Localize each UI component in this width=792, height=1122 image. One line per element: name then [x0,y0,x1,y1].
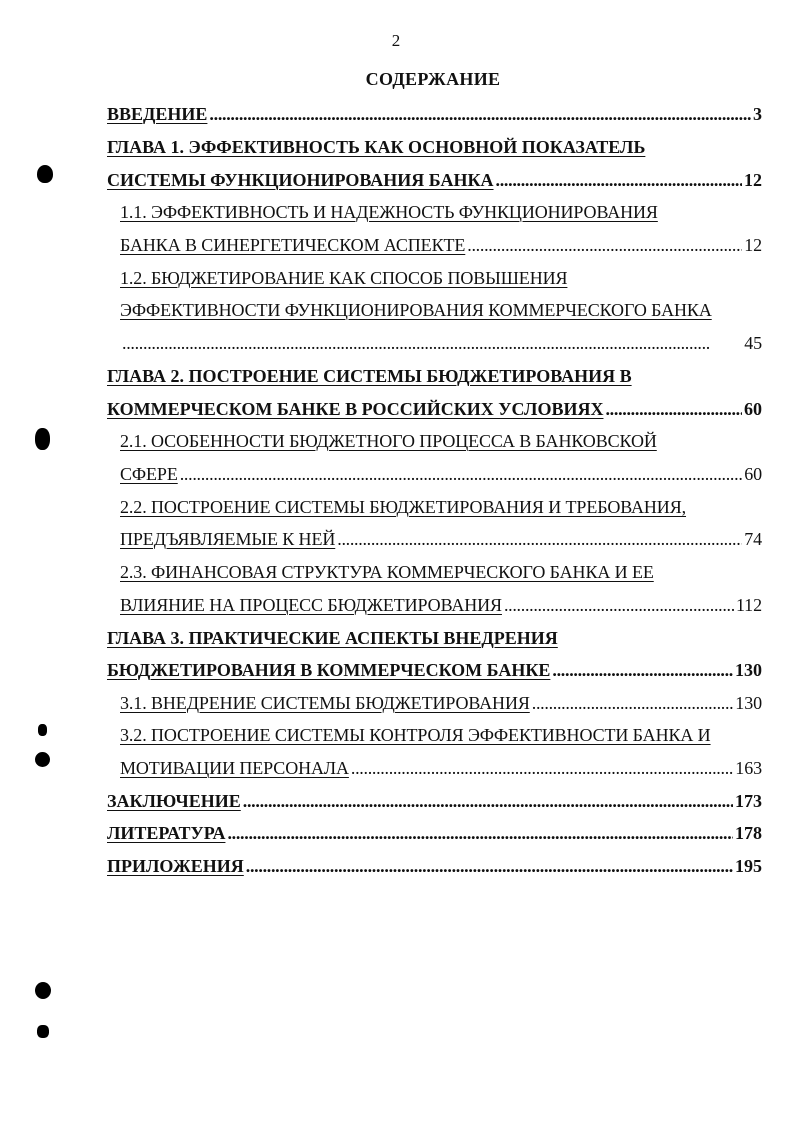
toc-page-number: 60 [744,399,762,419]
toc-entry-label: ЛИТЕРАТУРА [107,823,226,843]
dot-leader [351,758,733,779]
toc-entry-section-2-2-line-2[interactable] [120,526,762,550]
toc-entry-label: 3.2. ПОСТРОЕНИЕ СИСТЕМЫ КОНТРОЛЯ ЭФФЕКТИВНОСТИ БАНКА И [120,725,711,745]
toc-page-number: 195 [735,856,762,876]
dot-leader [504,595,734,616]
dot-leader [467,235,742,256]
hole-punch-mark [37,165,53,183]
toc-page-number: 60 [744,464,762,484]
toc-entry-label: ПРЕДЪЯВЛЯЕМЫЕ К НЕЙ [120,529,336,549]
toc-page-number: 130 [735,660,762,680]
page-number: 2 [391,31,401,50]
dot-leader [246,856,733,877]
toc-entry-section-2-3-line-1[interactable] [120,559,762,583]
toc-page-number: 12 [744,235,762,255]
hole-punch-mark [37,1025,49,1038]
toc-entry-label: ВВЕДЕНИЕ [107,104,208,124]
toc-page-number: 45 [744,333,762,353]
toc-entry-label: ГЛАВА 1. ЭФФЕКТИВНОСТЬ КАК ОСНОВНОЙ ПОКАЗАТЕЛЬ [107,137,646,157]
toc-entry-section-2-3-line-2[interactable] [120,592,762,616]
toc-entry-label: ВЛИЯНИЕ НА ПРОЦЕСС БЮДЖЕТИРОВАНИЯ [120,595,502,615]
toc-entry-label: КОММЕРЧЕСКОМ БАНКЕ В РОССИЙСКИХ УСЛОВИЯХ [107,399,604,419]
page-title: СОДЕРЖАНИЕ [365,69,501,89]
toc-page-number: 173 [735,791,762,811]
dot-leader [552,660,733,681]
dot-leader [532,693,734,714]
toc-page-number: 163 [735,758,762,778]
toc-entry-literature[interactable] [107,820,762,844]
toc-entry-section-1-2-line-1[interactable] [120,265,762,289]
toc-entry-section-1-2-line-2[interactable] [120,297,762,321]
toc-entry-label: СИСТЕМЫ ФУНКЦИОНИРОВАНИЯ БАНКА [107,170,494,190]
toc-entry-section-3-2-line-2[interactable] [120,755,762,779]
toc-page-number: 74 [744,529,762,549]
toc-entry-label: 1.2. БЮДЖЕТИРОВАНИЕ КАК СПОСОБ ПОВЫШЕНИЯ [120,268,568,288]
toc-entry-label: 2.2. ПОСТРОЕНИЕ СИСТЕМЫ БЮДЖЕТИРОВАНИЯ И ТРЕБОВАНИЯ, [120,497,687,517]
toc-entry-section-3-2-line-1[interactable] [120,722,762,746]
toc-entry-appendix[interactable] [107,853,762,877]
toc-page-number: 112 [735,595,762,615]
toc-page-number: 178 [735,823,762,843]
toc-page-number: 130 [735,693,762,713]
dot-leader [122,333,742,354]
toc-entry-label: 2.1. ОСОБЕННОСТИ БЮДЖЕТНОГО ПРОЦЕССА В БАНКОВСКОЙ [120,431,657,451]
toc-entry-section-2-1-line-2[interactable] [120,461,762,485]
toc-entry-label: 2.3. ФИНАНСОВАЯ СТРУКТУРА КОММЕРЧЕСКОГО БАНКА И ЕЕ [120,562,654,582]
hole-punch-mark [35,752,50,767]
toc-entry-chapter-3-line-1[interactable] [107,625,762,649]
hole-punch-mark [35,982,51,999]
toc-entry-label: ЭФФЕКТИВНОСТИ ФУНКЦИОНИРОВАНИЯ КОММЕРЧЕСКОГО БАНКА [120,300,712,320]
toc-entry-intro[interactable] [107,101,762,125]
hole-punch-mark [35,428,50,450]
toc-entry-label: ГЛАВА 3. ПРАКТИЧЕСКИЕ АСПЕКТЫ ВНЕДРЕНИЯ [107,628,558,648]
dot-leader [605,399,742,420]
toc-entry-section-1-2-line-3[interactable] [120,330,762,354]
hole-punch-mark [38,724,47,736]
toc-entry-label: 3.1. ВНЕДРЕНИЕ СИСТЕМЫ БЮДЖЕТИРОВАНИЯ [120,693,530,713]
toc-entry-section-1-1-line-1[interactable] [120,199,762,223]
toc-entry-label: ЗАКЛЮЧЕНИЕ [107,791,241,811]
toc-entry-section-3-1[interactable] [120,690,762,714]
dot-leader [243,791,733,812]
toc-page-number: 12 [744,170,762,190]
toc-entry-section-2-2-line-1[interactable] [120,494,762,518]
dot-leader [180,464,742,485]
toc-entry-section-1-1-line-2[interactable] [120,232,762,256]
toc-entry-label: ПРИЛОЖЕНИЯ [107,856,244,876]
toc-entry-section-2-1-line-1[interactable] [120,428,762,452]
dot-leader [209,104,751,125]
toc-page-number: 3 [753,104,762,124]
toc-entry-conclusion[interactable] [107,788,762,812]
toc-entry-chapter-1-line-1[interactable] [107,134,762,158]
toc-entry-label: МОТИВАЦИИ ПЕРСОНАЛА [120,758,349,778]
toc-entry-chapter-2-line-1[interactable] [107,363,762,387]
toc-entry-label: СФЕРЕ [120,464,178,484]
toc-entry-label: БЮДЖЕТИРОВАНИЯ В КОММЕРЧЕСКОМ БАНКЕ [107,660,551,680]
toc-entry-label: ГЛАВА 2. ПОСТРОЕНИЕ СИСТЕМЫ БЮДЖЕТИРОВАНИЯ В [107,366,632,386]
toc-entry-label: 1.1. ЭФФЕКТИВНОСТЬ И НАДЕЖНОСТЬ ФУНКЦИОНИРОВАНИЯ [120,202,658,222]
dot-leader [496,170,742,191]
toc-entry-label: БАНКА В СИНЕРГЕТИЧЕСКОМ АСПЕКТЕ [120,235,466,255]
dot-leader [337,529,742,550]
toc-entry-chapter-1-line-2[interactable] [107,167,762,191]
toc-entry-chapter-3-line-2[interactable] [107,657,762,681]
dot-leader [227,823,733,844]
toc-entry-chapter-2-line-2[interactable] [107,396,762,420]
